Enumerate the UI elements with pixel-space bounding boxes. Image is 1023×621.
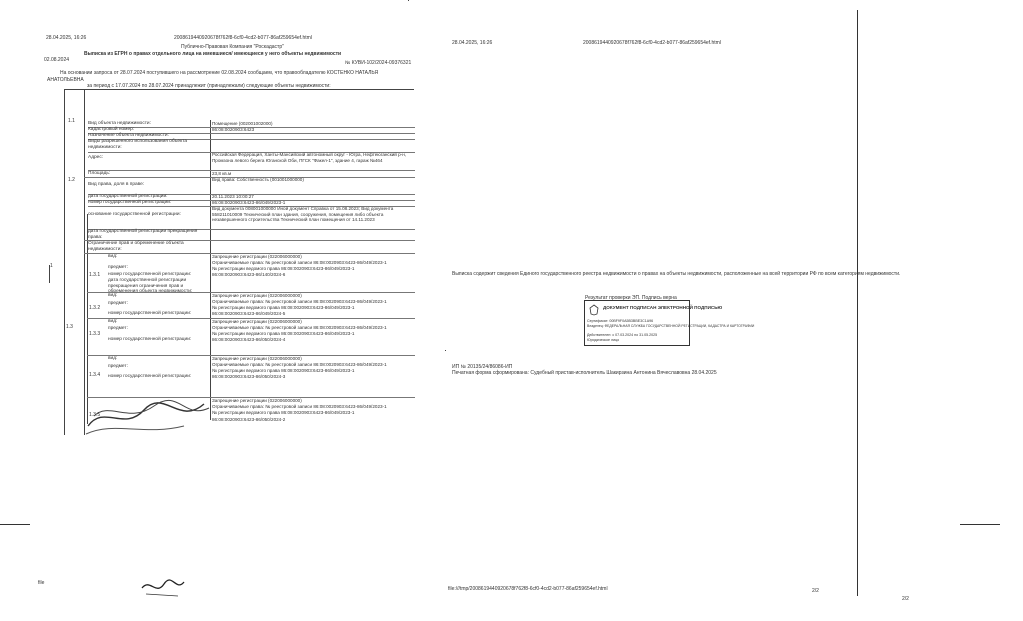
encumbrance-number: 1.3.5	[89, 412, 101, 418]
footer-file-path: file:///tmp/2008619440920678f762f8-6cf0-4cd2-b077-86af259654ef.html	[448, 586, 608, 592]
enc-value-type: Запрещение регистрации (022006000000)	[212, 319, 302, 324]
left-timestamp: 28.04.2025, 16:26	[46, 35, 87, 41]
stamp-entity: Юридическое лицо	[587, 338, 620, 342]
intro-line-2: АНАТОЛЬЕВНА	[47, 77, 84, 83]
enc-value-type: Запрещение регистрации (022006000000)	[212, 398, 302, 403]
row-label-purpose: Назначение объекта недвижимости:	[88, 133, 169, 138]
row-label-reg-date: дата государственной регистрации:	[88, 194, 168, 199]
organization-name: Публично-Правовая Компания "Роскадастр"	[181, 44, 284, 50]
enc-label-term: дата государственной регистрации прекращения ограничения прав и	[108, 278, 187, 289]
enc-value-subject: Ограничиваемые права: № реестровой записи 86:08:0020903:6423-86/049/2023-1	[212, 362, 387, 367]
enc-value-type: Запрещение регистрации (022006000000)	[212, 254, 302, 259]
print-form-line: Печатная форма сформирована: Судебный пристав-исполнитель Шакирзина Антонина Вячеславовна 28.04.2025	[452, 370, 717, 376]
row-label-permitted-use: Виды разрешенного использования объекта недвижимости:	[88, 139, 188, 150]
row-label-address: Адрес:	[88, 155, 104, 160]
enc-value-type: Запрещение регистрации (022006000000)	[212, 356, 302, 361]
enc-label-type: вид:	[108, 293, 118, 298]
document-date: 02.08.2024	[44, 57, 70, 63]
digital-signature-stamp	[584, 300, 755, 346]
signature-mark	[138, 574, 188, 602]
encumbrance-number: 1.3.3	[89, 331, 101, 337]
enc-value-subject: Ограничиваемые права: № реестровой записи 86:08:0020903:6423-86/049/2023-1	[212, 260, 387, 265]
enforcement-number: ИП № 20135/24/86086-ИП	[452, 364, 513, 370]
section-12-number: 1.2	[68, 177, 75, 183]
row-value-cadastral: 86:08:0020903:6423	[212, 127, 255, 132]
enc-value-subject-2: № регистрации ведомого права 86:08:0020903:6423-86/049/2023-1	[212, 305, 355, 310]
enc-value-reg-num: 86:08:0020903:6423-86/050/2024-2	[212, 417, 286, 422]
row-value-area: 23,8 кв.м	[212, 171, 232, 176]
signature-check-result: Результат проверки ЭП. Подпись верна	[585, 295, 677, 301]
enc-value-reg-num: 86:08:0020903:6423-86/140/2024-6	[212, 272, 286, 277]
encumbrance-number: 1.3.4	[89, 372, 101, 378]
footer-file-label: file	[38, 580, 45, 586]
row-value-address: Российская Федерация, Ханты-Мансийский автономный округ - Югра, Нефтеюганский р-н, Промзона левого берега Юганской Оби, ПГСК "Факел-1", здание 4, гараж №464	[212, 152, 407, 163]
scribble-marks	[84, 396, 214, 438]
enc-value-subject-2: № регистрации ведомого права 86:08:0020903:6423-86/049/2023-1	[212, 410, 355, 415]
enc-value-subject-2: № регистрации ведомого права 86:08:0020903:6423-86/049/2023-1	[212, 266, 355, 271]
enc-value-reg-num: 86:08:0020903:6423-86/050/2024-4	[212, 337, 286, 342]
enc-label-subject: предмет:	[108, 364, 128, 369]
document-heading: Выписка из ЕГРН о правах отдельного лица на имевшиеся/ имеющиеся у него объекты недвижимости	[84, 51, 342, 57]
enc-value-subject-2: № регистрации ведомого права 86:08:0020903:6423-86/049/2023-1	[212, 331, 355, 336]
enc-label-type: вид:	[108, 319, 118, 324]
right-timestamp: 28.04.2025, 16:26	[452, 40, 493, 46]
enc-value-type: Запрещение регистрации (022006000000)	[212, 293, 302, 298]
enc-label-type: вид:	[108, 254, 118, 259]
row-label-right-type: Вид права, доля в праве:	[88, 182, 145, 187]
enc-value-subject-2: № регистрации ведомого права 86:08:0020903:6423-86/049/2023-1	[212, 368, 355, 373]
row-label-cadastral: Кадастровый номер:	[88, 127, 135, 132]
enc-label-reg-num: номер государственной регистрации:	[108, 337, 192, 342]
right-doc-id: 2008619440920678f762f8-6cf0-4cd2-b077-86af259654ef.html	[583, 40, 721, 46]
stamp-certificate: Сертификат: 00BF9F0A5B3BBE3C1A96	[587, 319, 654, 323]
row-value-reg-date: 20.11.2023 10:00:27	[212, 194, 254, 199]
row-value-reg-num: 86:08:0020903:6423-86/049/2023-1	[212, 200, 286, 205]
page-number-a: 2/2	[812, 588, 819, 594]
stamp-validity: Действителен: с 07.03.2024 по 31.05.2025	[587, 333, 658, 337]
row-value-object-type: Помещение (002001002000)	[212, 121, 273, 126]
intro-line-3: за период с 17.07.2024 по 28.07.2024 принадлежит (принадлежали) следующие объекты недвижимости:	[87, 83, 331, 89]
section-13-number: 1.3	[66, 324, 73, 330]
enc-value-subject: Ограничиваемые права: № реестровой записи 86:08:0020903:6423-86/049/2023-1	[212, 404, 387, 409]
enc-value-reg-num: 86:08:0020903:6423-86/049/2024-5	[212, 311, 286, 316]
stamp-owner: Владелец: ФЕДЕРАЛЬНАЯ СЛУЖБА ГОСУДАРСТВЕННОЙ РЕГИСТРАЦИИ, КАДАСТРА И КАРТОГРАФИИ	[587, 324, 755, 328]
row-value-right-type: Вид права: Собственность (001001000000)	[212, 177, 304, 182]
stamp-title: ДОКУМЕНТ ПОДПИСАН ЭЛЕКТРОННОЙ ПОДПИСЬЮ	[603, 305, 723, 310]
left-doc-id: 2008619440920678f762f8-6cf0-4cd2-b077-86af259654ef.html	[174, 35, 312, 41]
enc-label-subject: предмет:	[108, 326, 128, 331]
row-label-reg-num: номер государственной регистрации:	[88, 200, 172, 205]
row-label-object-type: Вид объекта недвижимости:	[88, 121, 151, 126]
encumbrance-number: 1.3.2	[89, 305, 101, 311]
row-label-reg-basis: основание государственной регистрации:	[88, 212, 181, 217]
document-number: № КУВИ-102/2024-09376321	[345, 60, 412, 66]
page-number-b: 2/2	[902, 596, 909, 602]
registry-note-1: Выписка содержит сведения Единого государственного реестра недвижимости о правах на объекты недвижимости, расположенные на всей территории РФ по всем категориям недвижимости.	[452, 271, 901, 277]
row-label-termination: дата государственной регистрации прекращения права:	[88, 229, 198, 240]
row-value-reg-basis: Вид документа 008001000000 Иной документ Справка от 15.08.2023; Вид документа 558211010009 Технический план здания, сооружения, помещения либо объекта незавершенного строительства Технический план помещения от 14.11.2023	[212, 206, 394, 223]
enc-label-reg-num: номер государственной регистрации:	[108, 311, 192, 316]
intro-line-1: На основании запроса от 28.07.2024 поступившего на рассмотрение 02.08.2024 сообщаем, что правообладателю КОСТЕНКО НАТАЛЬЯ	[60, 70, 379, 76]
enc-label-subject: предмет:	[108, 301, 128, 306]
enc-label-subject: предмет:	[108, 265, 128, 270]
enc-label-reg-num: номер государственной регистрации:	[108, 272, 192, 277]
row-label-encumbrance: Ограничение прав и обременение объекта недвижимости:	[88, 241, 184, 252]
section-1-number: 1	[50, 263, 53, 269]
enc-label-type: вид:	[108, 356, 118, 361]
encumbrance-number: 1.3.1	[89, 272, 101, 278]
row-label-area: Площадь:	[88, 171, 111, 176]
enc-value-subject: Ограничиваемые права: № реестровой записи 86:08:0020903:6423-86/049/2023-1	[212, 299, 387, 304]
enc-value-subject: Ограничиваемые права: № реестровой записи 86:08:0020903:6423-86/049/2023-1	[212, 325, 387, 330]
enc-value-reg-num: 86:08:0020903:6423-86/050/2024-3	[212, 374, 286, 379]
enc-label-reg-num: номер государственной регистрации:	[108, 374, 192, 379]
emblem-icon	[588, 304, 600, 316]
section-11-number: 1.1	[68, 118, 75, 124]
